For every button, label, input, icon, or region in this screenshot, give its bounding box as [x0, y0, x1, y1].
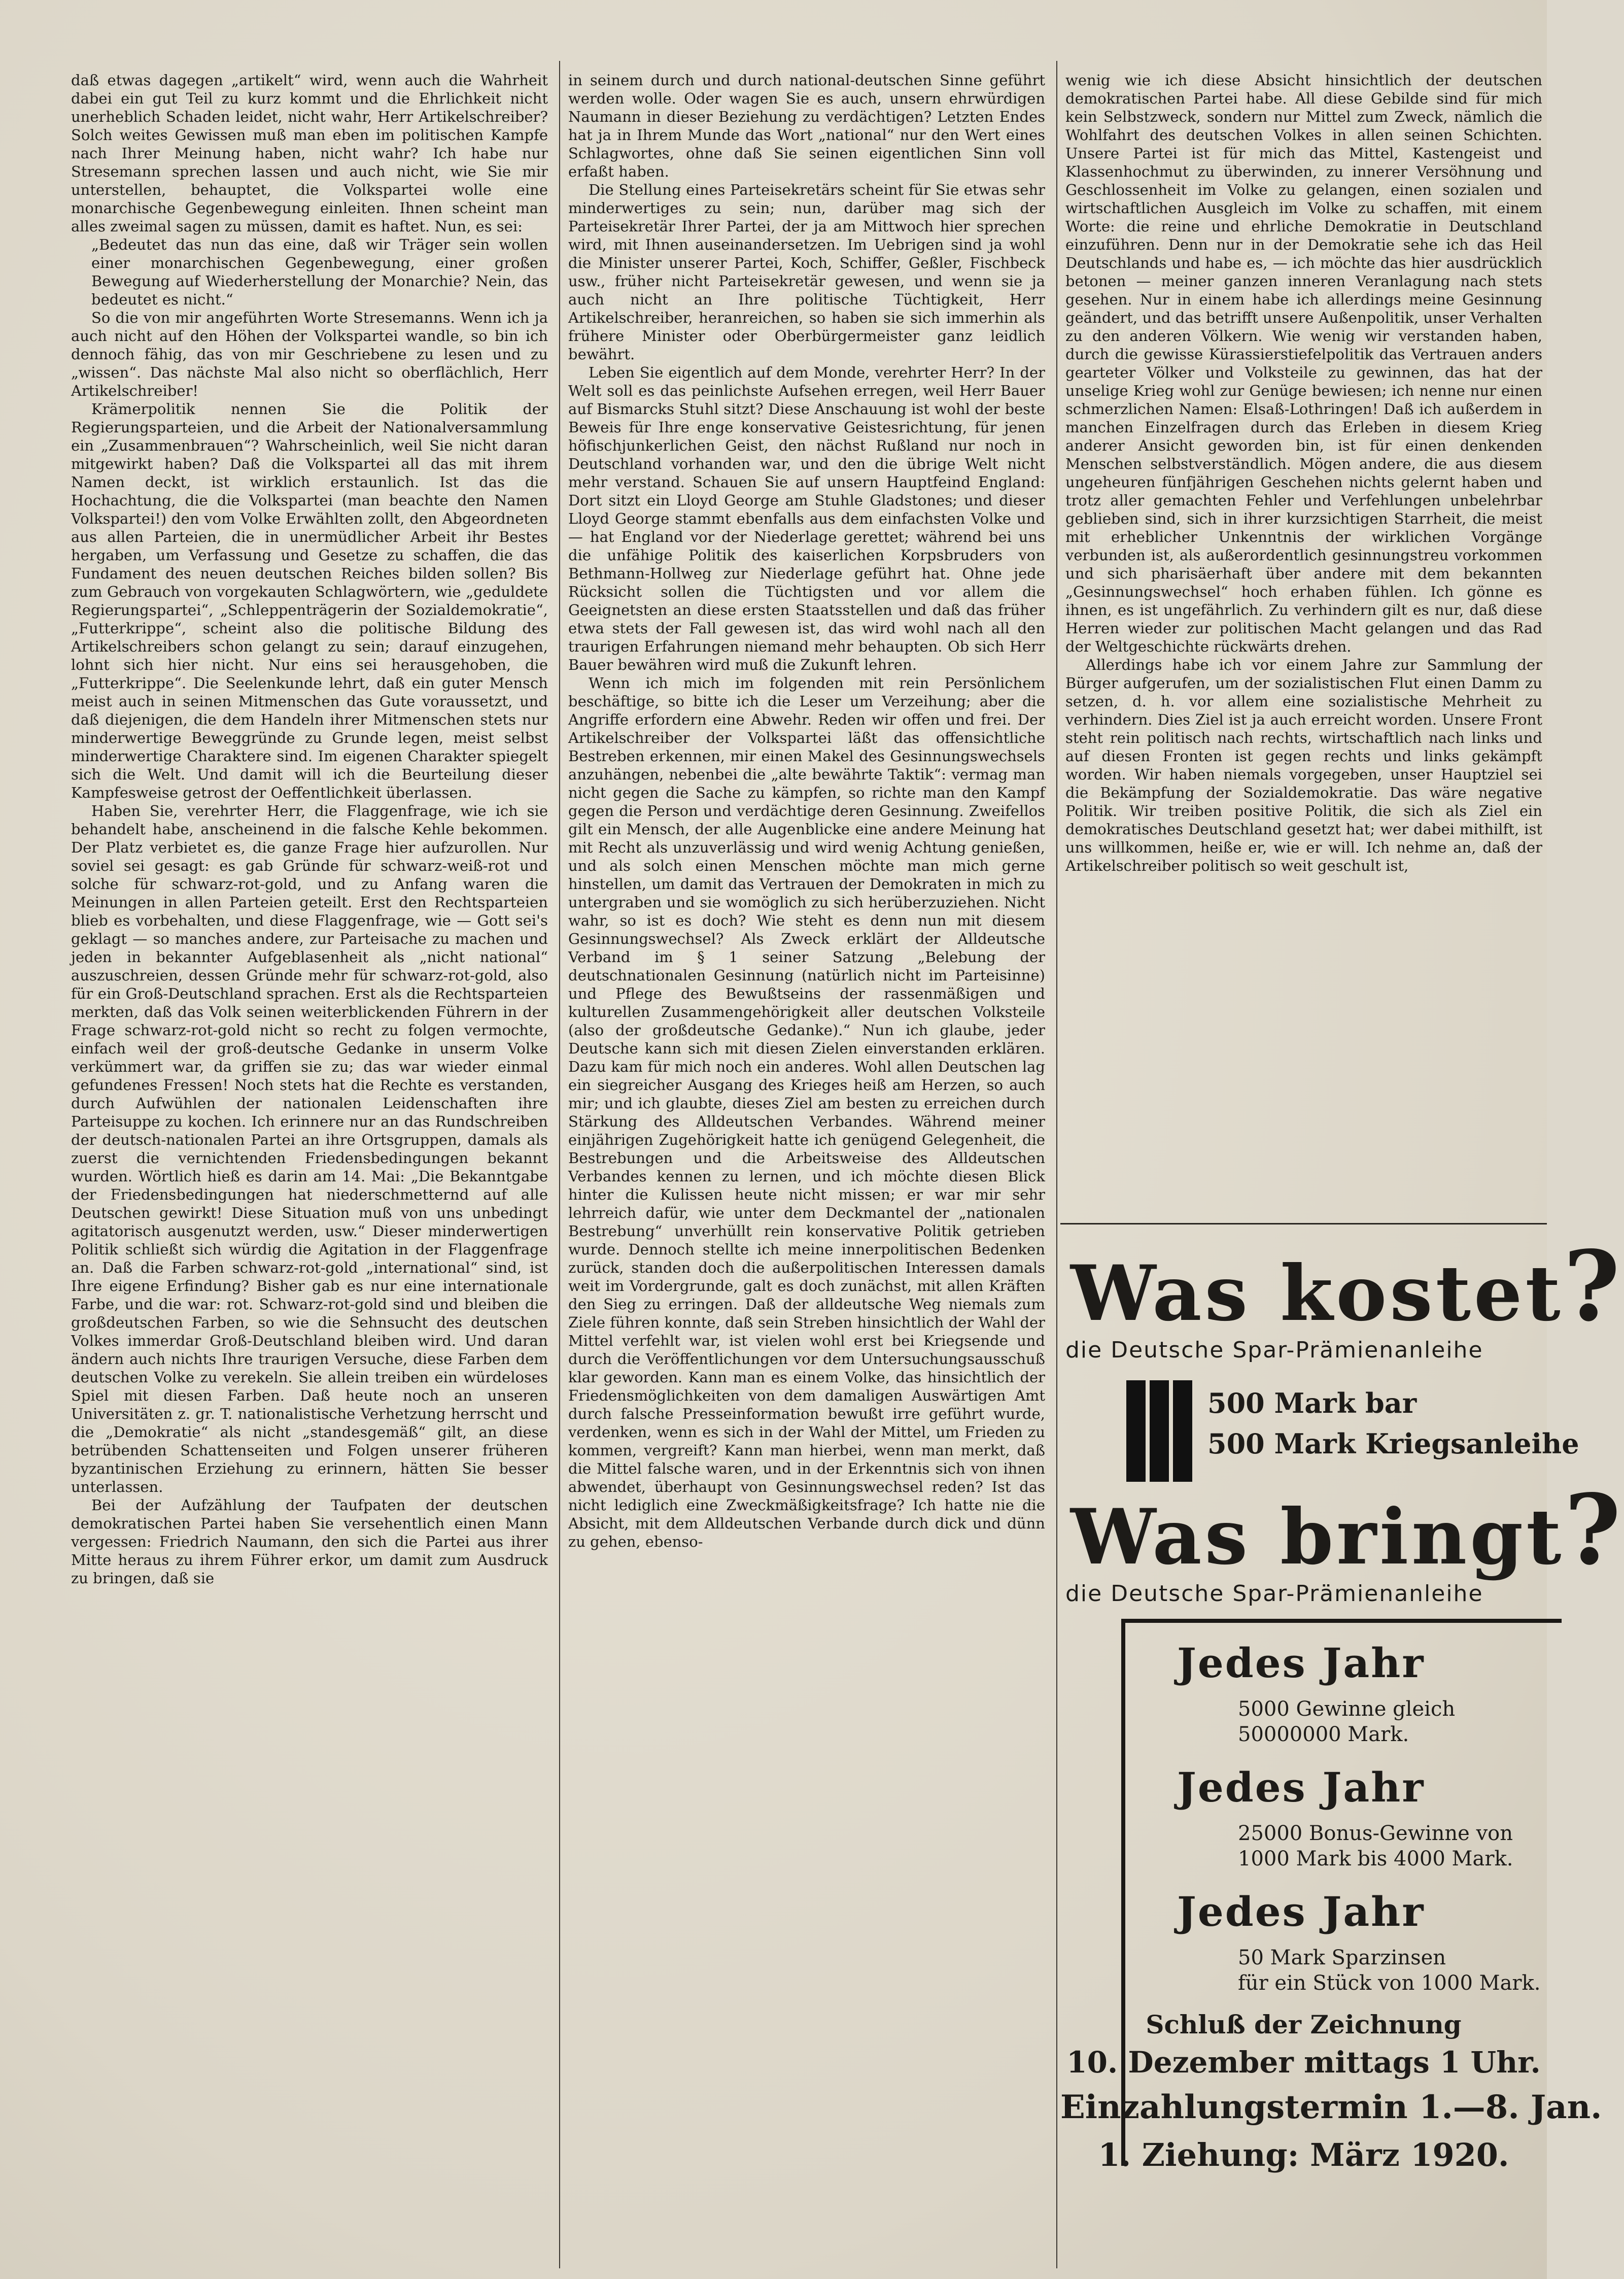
paragraph: wenig wie ich diese Absicht hinsichtlich der deutschen demokratischen Partei habe. All diese Gebilde sind für mich kein Selbstzweck, sondern nur Mittel zum Zweck, nämlich die Wohlfahrt des deutschen Volkes in allen seinen Schichten. Unsere Partei ist für mich das Mittel, Kastengeist und Klassenhochmut zu überwinden, zu innerer Versöhnung und Geschlossenheit im Volke zu gelangen, einen sozialen und wirtschaftlichen Ausgleich im Volke zu schaffen, mit einem Worte: die reine und ehrliche Demokratie in Deutschland einzuführen. Denn nur in der Demokratie sehe ich das Heil Deutschlands und habe es, — ich möchte das hier ausdrücklich betonen — meiner ganzen inneren Veranlagung nach stets gesehen. Nur in einem habe ich allerdings meine Gesinnung geändert, und das betrifft unsere Außenpolitik, unser Verhalten zu den anderen Völkern. Wie wenig wir verstanden haben, durch die gewisse Kürassierstiefelpolitik das Vertrauen anders gearteter Völker und Volksteile zu gewinnen, das hat der unselige Krieg wohl zur Genüge bewiesen; ich nenne nur einen schmerzlichen Namen: Elsaß-Lothringen! Daß ich außerdem in manchen Einzelfragen durch das Erleben in diesem Krieg anderer Ansicht geworden bin, ist für einen denkenden Menschen selbstverständlich. Mögen andere, die aus diesem ungeheuren fünfjährigen Geschehen nichts gelernt haben und trotz aller gemachten Fehler und Verfehlungen unbelehrbar geblieben sind, sich in ihrer kurzsichtigen Starrheit, die meist mit erheblicher Unkenntnis der wirklichen Vorgänge verbunden ist, als außerordentlich gesinnungstreu vorkommen und sich pharisäerhaft über andere mit dem bekannten „Gesinnungswechsel“ hoch erhaben fühlen. Ich gönne es ihnen, es ist ungefährlich. Zu verhindern gilt es nur, daß diese Herren wieder zur politischen Macht gelangen und das Rad der Weltgeschichte rückwärts drehen. [1065, 72, 1542, 655]
ad-amount-bond: 500 Mark Kriegsanleihe [1207, 1427, 1579, 1460]
column-rule [1056, 61, 1057, 2268]
paragraph: Allerdings habe ich vor einem Jahre zur Sammlung der Bürger aufgerufen, um der sozialistischen Flut einen Damm zu setzen, d. h. vor allem eine sozialistische Mehrheit zu verhindern. Dies Ziel ist ja auch erreicht worden. Unsere Front steht rein politisch nach rechts, wirtschaftlich nach links und auf diesen Fronten ist gegen rechts und links gekämpft worden. Wir haben niemals vorgegeben, unser Hauptziel sei die Bekämpfung der Sozialdemokratie. Das wäre negative Politik. Wir treiben positive Politik, die sich als Ziel ein demokratisches Deutschland gesetzt hat; wer dabei mithilft, ist uns willkommen, heiße er, wie er will. Ich nehme an, daß der Artikelschreiber politisch so weit geschult ist, [1065, 656, 1542, 874]
ad-benefit-line: 1000 Mark bis 4000 Mark. [1238, 1847, 1513, 1870]
paragraph: Krämerpolitik nennen Sie die Politik der Regierungsparteien, und die Arbeit der Nationalversammlung ein „Zusammenbrauen“? Wahrscheinlich, weil Sie nicht daran mitgewirkt haben? Daß die Volkspartei all das mit ihrem Namen deckt, ist wirklich erstaunlich. Ist das die Hochachtung, die die Volkspartei (man beachte den Namen Volkspartei!) den vom Volke Erwählten zollt, den Abgeordneten aus allen Parteien, die in unermüdlicher Arbeit ihr Bestes hergaben, um Verfassung und Gesetze zu schaffen, die das Fundament des neuen deutschen Reiches bilden sollen? Bis zum Gebrauch von vorgekauten Schlagwörtern, wie „geduldete Regierungspartei“, „Schleppenträgerin der Sozialdemokratie“, „Futterkrippe“, scheint also die politische Bildung des Artikelschreibers schon gelangt zu sein; darauf einzugehen, lohnt sich hier nicht. Nur eins sei herausgehoben, die „Futterkrippe“. Die Seelenkunde lehrt, daß ein guter Mensch meist auch in seinen Mitmenschen das Gute voraussetzt, und daß diejenigen, die dem Handeln ihrer Mitmenschen stets nur minderwertige Beweggründe zu Grunde legen, meist selbst minderwertige Charaktere sind. Im eigenen Charakter spiegelt sich die Welt. Und damit will ich die Beurteilung dieser Kampfesweise getrost der Oeffentlichkeit überlassen. [71, 400, 548, 801]
ad-subtitle: die Deutsche Spar-Prämienanleihe [1065, 1581, 1483, 1607]
ad-jedes-jahr: Jedes Jahr [1177, 1763, 1425, 1811]
ad-benefit-line: 50 Mark Sparzinsen [1238, 1946, 1446, 1969]
paragraph: Leben Sie eigentlich auf dem Monde, verehrter Herr? In der Welt soll es das peinlichste Aufsehen erregen, weil Herr Bauer auf Bismarcks Stuhl sitzt? Diese Anschauung ist wohl der beste Beweis für Ihre enge konservative Geistesrichtung, für jenen höfischjunkerlichen Geist, den nächst Rußland nur noch in Deutschland vorhanden war, und den die übrige Welt nicht mehr verstand. Schauen Sie auf unsern Hauptfeind England: Dort sitzt ein Lloyd George am Stuhle Gladstones; und dieser Lloyd George stammt ebenfalls aus dem einfachsten Volke und — hat England vor der Niederlage gerettet; während bei uns die unfähige Politik des kaiserlichen Korpsbruders von Bethmann-Hollweg zur Niederlage geführt hat. Ohne jede Rücksicht sollen die Tüchtigsten und vor allem die Geeignetsten an diese ersten Staatsstellen und daß das früher etwa stets der Fall gewesen ist, das wird wohl nach all den traurigen Erfahrungen niemand mehr behaupten. Ob sich Herr Bauer bewähren wird muß die Zukunft lehren. [568, 364, 1045, 673]
paragraph: daß etwas dagegen „artikelt“ wird, wenn auch die Wahrheit dabei ein gut Teil zu kurz kommt und die Ehrlichkeit nicht unerheblich Schaden leidet, nicht wahr, Herr Artikelschreiber? Solch weites Gewissen muß man eben im politischen Kampfe nach Ihrer Meinung haben, nicht wahr? Ich habe nur Stresemann sprechen lassen und auch nicht, wie Sie mir unterstellen, behauptet, die Volkspartei wolle eine monarchische Gegenbewegung einleiten. Ihnen scheint man alles zweimal sagen zu müssen, damit es haftet. Nun, es sei: [71, 72, 548, 235]
ad-subscription-end: Schluß der Zeichnung [1146, 2010, 1462, 2039]
ad-subscription-date: 10. Dezember mittags 1 Uhr. [1066, 2045, 1541, 2080]
ad-separator [1060, 1223, 1547, 1224]
ad-benefit-line: 25000 Bonus-Gewinne von [1238, 1822, 1513, 1845]
ad-jedes-jahr: Jedes Jahr [1177, 1639, 1425, 1687]
ad-amount-cash: 500 Mark bar [1207, 1387, 1417, 1419]
ad-benefit-line: für ein Stück von 1000 Mark. [1238, 1971, 1541, 1995]
ad-headline-yield [1070, 1473, 1624, 1586]
paragraph: Bei der Aufzählung der Taufpaten der deutschen demokratischen Partei haben Sie versehentlich einen Mann vergessen: Friedrich Naumann, den sich die Partei aus ihrer Mitte heraus zu ihrem Führer erkor, um damit zum Ausdruck zu bringen, daß sie [71, 1496, 548, 1587]
text-column-3 [1065, 71, 1542, 1218]
column-rule [559, 61, 560, 2268]
text-column-2 [568, 71, 1045, 2258]
paragraph: in seinem durch und durch national-deutschen Sinne geführt werden wolle. Oder wagen Sie es auch, unsern ehrwürdigen Naumann in dieser Beziehung zu verdächtigen? Letzten Endes hat ja in Ihrem Munde das Wort „national“ nur den Wert eines Schlagwortes, ohne daß Sie seinen eigentlichen Sinn voll erfaßt haben. [568, 72, 1045, 180]
advertisement [1060, 1230, 1624, 2238]
ad-benefit-line: 5000 Gewinne gleich [1238, 1697, 1456, 1721]
ad-payment-date: Einzahlungstermin 1.—8. Jan. [1060, 2088, 1602, 2126]
paragraph: „Bedeutet das nun das eine, daß wir Träger sein wollen einer monarchischen Gegenbewegung, einer großen Bewegung auf Wiederherstellung der Monarchie? Nein, das bedeutet es nicht.“ [91, 236, 548, 308]
ad-jedes-jahr: Jedes Jahr [1177, 1888, 1425, 1935]
paragraph: So die von mir angeführten Worte Stresemanns. Wenn ich ja auch nicht auf den Höhen der Volkspartei wandle, so bin ich dennoch fähig, das von mir Geschriebene zu lesen und zu „wissen“. Das nächste Mal also nicht so oberflächlich, Herr Artikelschreiber! [71, 309, 548, 399]
paragraph: Haben Sie, verehrter Herr, die Flaggenfrage, wie ich sie behandelt habe, anscheinend in die falsche Kehle bekommen. Der Platz verbietet es, die ganze Frage hier aufzurollen. Nur soviel sei gesagt: es gab Gründe für schwarz-weiß-rot und solche für schwarz-rot-gold, und zu Anfang waren die Meinungen in allen Parteien geteilt. Erst den Rechtsparteien blieb es vorbehalten, und diese Flaggenfrage, wie — Gott sei's geklagt — so manches andere, zur Parteisache zu machen und jeden in bekannter Aufgeblasenheit als „nicht national“ auszuschreien, dessen Gründe mehr für schwarz-rot-gold, also für ein Groß-Deutschland sprachen. Erst als die Rechtsparteien merkten, daß das Volk seinen weiterblickenden Führern in der Frage schwarz-rot-gold nicht so recht zu folgen vermochte, einfach weil der groß-deutsche Gedanke in unserm Volke verkümmert war, da griffen sie zu; das war wieder einmal gefundenes Fressen! Noch stets hat die Rechte es verstanden, durch Aufwühlen der nationalen Leidenschaften ihre Parteisuppe zu kochen. Ich erinnere nur an das Rundschreiben der deutsch-nationalen Partei an ihre Ortsgruppen, damals als zuerst die vernichtenden Friedensbedingungen bekannt wurden. Wörtlich hieß es darin am 14. Mai: „Die Bekanntgabe der Friedensbedingungen hat niederschmetternd auf alle Deutschen gewirkt! Diese Situation muß von uns unbedingt agitatorisch ausgenutzt werden, usw.“ Dieser minderwertigen Politik schließt sich würdig die Agitation in der Flaggenfrage an. Daß die Farben schwarz-rot-gold „international“ sind, ist Ihre eigene Erfindung? Bisher gab es nur eine internationale Farbe, und die war: rot. Schwarz-rot-gold sind und bleiben die großdeutschen Farben, so wie die Sehnsucht des deutschen Volkes immerdar Groß-Deutschland bleiben wird. Und daran ändern auch nichts Ihre traurigen Versuche, diese Farben dem deutschen Volke zu verekeln. Sie allein treiben ein würdeloses Spiel mit diesen Farben. Daß heute noch an unseren Universitäten z. gr. T. nationalistische Verhetzung herrscht und die „Demokratie“ als nicht „standesgemäß“ gilt, an diese betrübenden Schattenseiten und Folgen unserer früheren byzantinischen Erziehung zu erinnern, hätten Sie besser unterlassen. [71, 802, 548, 1495]
ad-question-mark: ? [1563, 1230, 1623, 1343]
ad-subtitle: die Deutsche Spar-Prämienanleihe [1065, 1337, 1483, 1363]
ad-draw-date: 1. Ziehung: März 1920. [1098, 2136, 1509, 2173]
ad-question-mark: ? [1564, 1473, 1624, 1586]
ad-headline-text: Was bringt [1070, 1492, 1565, 1582]
ad-headline-text: Was kostet [1070, 1249, 1564, 1338]
paragraph: Wenn ich mich im folgenden mit rein Persönlichem beschäftige, so bitte ich die Leser um Verzeihung; aber die Angriffe erfordern eine Abwehr. Reden wir offen und frei. Der Artikelschreiber der Volkspartei läßt das offensichtliche Bestreben erkennen, mir einen Makel des Gesinnungswechsels anzuhängen, nebenbei die „alte bewährte Taktik“: vermag man nicht gegen die Sache zu kämpfen, so richte man den Kampf gegen die Person und verdächtige deren Gesinnung. Zweifellos gilt ein Mensch, der alle Augenblicke eine andere Meinung hat mit Recht als unzuverlässig und wird wenig Achtung genießen, und als solch einen Menschen möchte man mich gerne hinstellen, um damit das Vertrauen der Demokraten in mich zu untergraben und sie womöglich zu sich herüberzuziehen. Nicht wahr, so ist es doch? Wie steht es denn nun mit diesem Gesinnungswechsel? Als Zweck erklärt der Alldeutsche Verband im § 1 seiner Satzung „Belebung der deutschnationalen Gesinnung (natürlich nicht im Parteisinne) und Pflege des Bewußtseins der rassenmäßigen und kulturellen Zusammengehörigkeit aller deutschen Volksteile (also der großdeutsche Gedanke).“ Nun ich glaube, jeder Deutsche kann sich mit diesen Zielen einverstanden erklären. Dazu kam für mich noch ein anderes. Wohl allen Deutschen lag ein siegreicher Ausgang des Krieges heiß am Herzen, so auch mir; und ich glaubte, dieses Ziel am besten zu erreichen durch Stärkung des Alldeutschen Verbandes. Während meiner einjährigen Zugehörigkeit hatte ich genügend Gelegenheit, die Bestrebungen und die Arbeitsweise des Alldeutschen Verbandes kennen zu lernen, und ich möchte diesen Blick hinter die Kulissen heute nicht missen; er war mir sehr lehrreich dafür, wie unter dem Deckmantel der „nationalen Bestrebung“ unverhüllt rein konservative Politik getrieben wurde. Dennoch stellte ich meine innerpolitischen Bedenken zurück, standen doch die außerpolitischen Interessen damals weit im Vordergrunde, galt es doch zunächst, mit allen Kräften den Sieg zu erringen. Daß der alldeutsche Weg niemals zum Ziele führen konnte, daß sein Streben hinsichtlich der Wahl der Mittel verfehlt war, ist vielen wohl erst bei Kriegsende und durch die Veröffentlichungen vor dem Untersuchungsausschuß klar geworden. Kann man es einem Volke, das hinsichtlich der Friedensmöglichkeiten von dem damaligen Auswärtigen Amt durch falsche Presseinformation bewußt irre geführt wurde, verdenken, wenn es sich in der Wahl der Mittel, um Frieden zu kommen, vergreift? Kann man hierbei, wenn man merkt, daß die Mittel falsche waren, und in der Erkenntnis sich von ihnen abwendet, überhaupt von Gesinnungswechsel reden? Ist das nicht lediglich eine Zweckmäßigkeitsfrage? Ich hatte nie die Absicht, mit dem Alldeutschen Verbande durch dick und dünn zu gehen, ebenso- [568, 674, 1045, 1550]
paragraph: Die Stellung eines Parteisekretärs scheint für Sie etwas sehr minderwertiges zu sein; nun, darüber mag sich der Parteisekretär Ihrer Partei, der ja am Mittwoch hier sprechen wird, mit Ihnen auseinandersetzen. Im Uebrigen sind ja wohl die Minister unserer Partei, Koch, Schiffer, Geßler, Fischbeck usw., früher nicht Parteisekretär gewesen, und wenn sie ja auch nicht an Ihre politische Tüchtigkeit, Herr Artikelschreiber, heranreichen, so haben sie sich immerhin als frühere Minister oder Oberbürgermeister ganz leidlich bewährt. [568, 181, 1045, 363]
text-column-1 [71, 71, 548, 2258]
ad-benefit-line: 50000000 Mark. [1238, 1723, 1409, 1746]
ad-bars-graphic [1126, 1380, 1192, 1482]
ad-headline-cost [1070, 1230, 1623, 1343]
